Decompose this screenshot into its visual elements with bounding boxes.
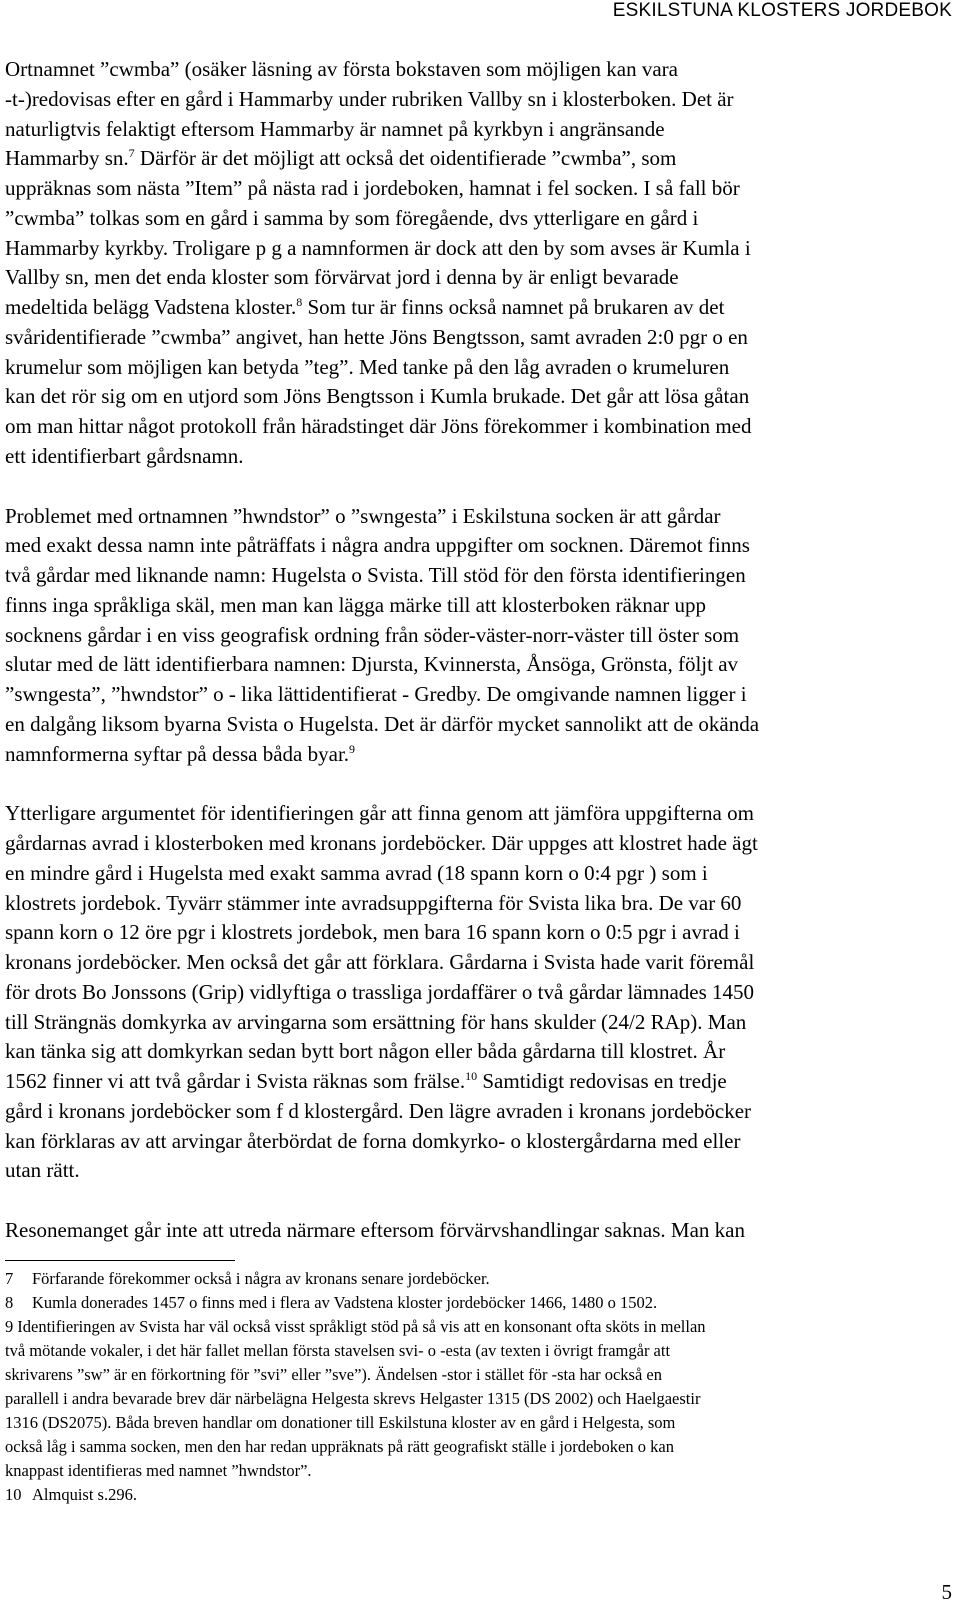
footnote-number: 8 xyxy=(5,1293,14,1312)
text-line: namnformerna syftar på dessa båda byar.$^9$ xyxy=(5,741,356,766)
main-text xyxy=(5,55,950,1276)
text-line: Hammarby sn.$^7$ Därför är det möjligt att också det oidentifierade ”cwmba”, som xyxy=(5,146,677,171)
footnote-line: 1316 (DS2075). Båda breven handlar om donationer till Eskilstuna kloster av en gård i Helgesta, som xyxy=(5,1413,676,1432)
text-line: socknens gårdar i en viss geografisk ordning från söder-väster-norr-väster till öster som xyxy=(5,622,740,647)
text-line: slutar med de lätt identifierbara namnen: Djursta, Kvinnersta, Ånsöga, Grönsta, följt av xyxy=(5,652,739,677)
footnote-separator xyxy=(5,1260,235,1261)
footnote-line: 9 Identifieringen av Svista har väl också visst språkligt stöd på så vis att en konsonant ofta sköts in mellan xyxy=(5,1315,950,1339)
text-line: spann korn o 12 öre pgr i klostrets jordebok, men bara 16 spann korn o 0:5 pgr i avrad i xyxy=(5,920,740,945)
text-line: kronans jordeböcker. Men också det går att förklara. Gårdarna i Svista hade varit föremål xyxy=(5,950,755,974)
text-line: svåridentifierade ”cwmba” angivet, han hette Jöns Bengtsson, samt avraden 2:0 pgr o en xyxy=(5,324,748,349)
footnote-8 xyxy=(5,1291,950,1315)
text-line: två gårdar med liknande namn: Hugelsta o Svista. Till stöd för den första identifieringen xyxy=(5,563,746,587)
text-line: Ortnamnet ”cwmba” (osäker läsning av första bokstaven som möjligen kan vara xyxy=(5,57,678,81)
text-line: naturligtvis felaktigt eftersom Hammarby är namnet på kyrkbyn i angränsande xyxy=(5,116,665,141)
text-line: Hammarby kyrkby. Troligare p g a namnformen är dock att den by som avses är Kumla i xyxy=(5,235,751,260)
footnote-9 xyxy=(5,1315,950,1483)
text-line: Resonemanget går inte att utreda närmare eftersom förvärvshandlingar saknas. Man kan xyxy=(5,1218,745,1242)
text-line: med exakt dessa namn inte påträffats i några andra uppgifter om socknen. Däremot finns xyxy=(5,533,750,558)
footnotes xyxy=(5,1267,950,1507)
footnote-ref-9[interactable]: 9 xyxy=(349,741,356,756)
footnote-7 xyxy=(5,1267,950,1291)
footnote-ref-10[interactable]: 10 xyxy=(465,1069,478,1083)
text-line: kan förklaras av att arvingar återbördat de forna domkyrko- o klostergårdarna med eller xyxy=(5,1128,741,1153)
text-line: gård i kronans jordeböcker som f d klostergård. Den lägre avraden i kronans jordeböcker xyxy=(5,1098,752,1123)
text-line: krumelur som möjligen kan betyda ”teg”. Med tanke på den låg avraden o krumeluren xyxy=(5,354,730,379)
footnote-number: 10 xyxy=(5,1485,22,1504)
text-line: för drots Bo Jonssons (Grip) vidlyftiga o trassliga jordaffärer o två gårdar lämnades 1450 xyxy=(5,979,755,1004)
footnote-line: skrivarens ”sw” är en förkortning för ”svi” eller ”sve”). Ändelsen -stor i stället för -sta har också en xyxy=(5,1365,663,1384)
text-line: Vallby sn, men det enda kloster som förvärvat jord i denna by är enligt bevarade xyxy=(5,265,679,290)
footnote-text: Förfarande förekommer också i några av kronans senare jordeböcker. xyxy=(32,1269,490,1288)
text-line: en dalgång liksom byarna Svista o Hugelsta. Det är därför mycket sannolikt att de okända xyxy=(5,711,760,736)
text-line: ”cwmba” tolkas som en gård i samma by som föregående, dvs ytterligare en gård i xyxy=(5,205,699,230)
text-line: Ytterligare argumentet för identifieringen går att finna genom att jämföra uppgifterna om xyxy=(5,801,754,826)
page-number: 5 xyxy=(941,1580,952,1604)
footnote-number: 9 xyxy=(5,1317,14,1336)
footnote-line: parallell i andra bevarade brev där närbelägna Helgesta skrevs Helgaster 1315 (DS 2002) och Haelgaestir xyxy=(5,1389,701,1408)
text-line: finns inga språkliga skäl, men man kan lägga märke till att klosterboken räknar upp xyxy=(5,592,706,617)
paragraph-3 xyxy=(5,799,950,1186)
text-line: kan det rör sig om en utjord som Jöns Bengtsson i Kumla brukade. Det går att lösa gåtan xyxy=(5,384,750,409)
text-line: utan rätt. xyxy=(5,1158,80,1183)
text-line: klostrets jordebok. Tyvärr stämmer inte avradsuppgifterna för Svista lika bra. De var 60 xyxy=(5,890,742,915)
running-header: ESKILSTUNA KLOSTERS JORDEBOK xyxy=(612,0,952,21)
text-line: ”swngesta”, ”hwndstor” o - lika lättidentifierat - Gredby. De omgivande namnen ligger i xyxy=(5,682,747,706)
text-line: medeltida belägg Vadstena kloster.$^8$ Som tur är finns också namnet på brukaren av det xyxy=(5,295,725,319)
footnote-line: också låg i samma socken, men den har redan uppräknats på rätt geografiskt ställe i jordeboken o kan xyxy=(5,1437,674,1456)
footnote-line: knappast identifieras med namnet ”hwndstor”. xyxy=(5,1461,312,1480)
paragraph-2 xyxy=(5,502,950,770)
footnote-ref-8[interactable]: 8 xyxy=(296,295,303,309)
paragraph-1 xyxy=(5,55,950,472)
paragraph-4 xyxy=(5,1216,950,1246)
text-line: ett identifierbart gårdsnamn. xyxy=(5,443,244,468)
text-line: Problemet med ortnamnen ”hwndstor” o ”swngesta” i Eskilstuna socken är att gårdar xyxy=(5,503,721,528)
text-line: en mindre gård i Hugelsta med exakt samma avrad (18 spann korn o 0:4 pgr ) som i xyxy=(5,860,708,885)
footnote-text: Kumla donerades 1457 o finns med i flera av Vadstena kloster jordeböcker 1466, 1480 o 1502. xyxy=(32,1293,658,1312)
footnote-text: Almquist s.296. xyxy=(32,1485,137,1504)
footnote-10 xyxy=(5,1483,950,1507)
text-line: till Strängnäs domkyrka av arvingarna som ersättning för hans skulder (24/2 RAp). Man xyxy=(5,1009,747,1034)
text-line: om man hittar något protokoll från häradstinget där Jöns förekommer i kombination med xyxy=(5,414,752,438)
footnote-line: två mötande vokaler, i det här fallet mellan första stavelsen svi- o -esta (av texten i övrigt framgår att xyxy=(5,1341,671,1360)
footnote-number: 7 xyxy=(5,1269,14,1288)
text-line: -t-)redovisas efter en gård i Hammarby under rubriken Vallby sn i klosterboken. Det är xyxy=(5,86,734,111)
footnote-ref-7[interactable]: 7 xyxy=(128,146,135,161)
text-line: kan tänka sig att domkyrkan sedan bytt bort någon eller båda gårdarna till klostret. År xyxy=(5,1039,726,1064)
text-line: 1562 finner vi att två gårdar i Svista räknas som frälse.$^{10}$ Samtidigt redovisas en tredje xyxy=(5,1069,727,1093)
text-line: uppräknas som nästa ”Item” på nästa rad i jordeboken, hamnat i fel socken. I så fall bör xyxy=(5,176,740,200)
text-line: gårdarnas avrad i klosterboken med kronans jordeböcker. Där uppges att klostret hade ägt xyxy=(5,831,758,855)
